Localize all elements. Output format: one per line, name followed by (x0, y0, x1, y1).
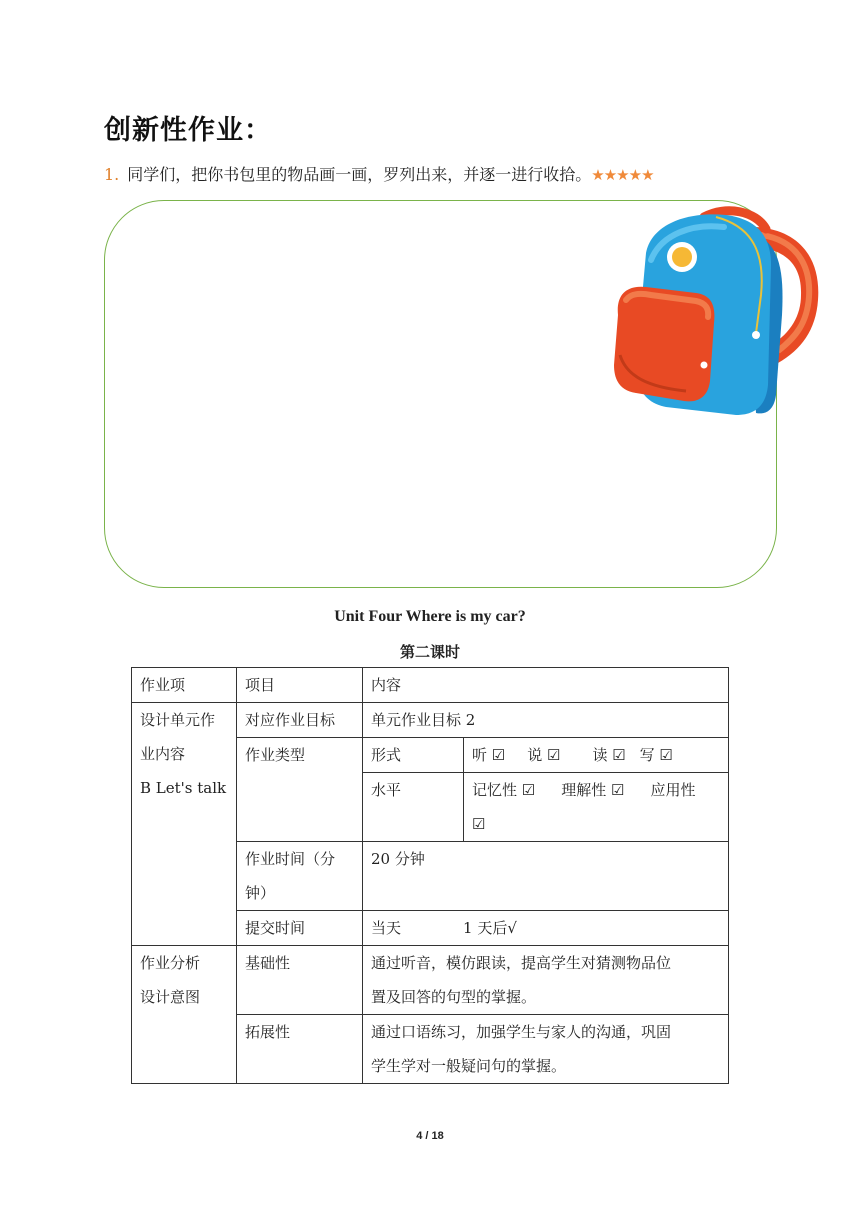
check-understand: 理解性 ☑ (561, 781, 625, 799)
table-cell: 20 分钟 (363, 842, 729, 911)
header-cell: 内容 (363, 668, 729, 703)
table-row (132, 668, 729, 703)
cell-line: 设计单元作 (140, 711, 216, 729)
unit-title: Unit Four Where is my car? (334, 608, 526, 625)
cell-line: 作业时间（分 (245, 850, 336, 868)
header-cell: 项目 (237, 668, 363, 703)
table-cell: 提交时间 (237, 911, 363, 946)
table-cell: 单元作业目标 2 (363, 703, 729, 738)
check-speak: 说 ☑ (527, 746, 561, 764)
design-content-cell (132, 703, 237, 946)
cell-line: B Let's talk (140, 779, 227, 797)
submit-today: 当天 (371, 919, 402, 937)
cell-line: 业内容 (140, 745, 186, 763)
check-apply-mark: ☑ (472, 815, 486, 833)
table-cell: 对应作业目标 (237, 703, 363, 738)
question-1 (104, 162, 654, 185)
cell-line: 置及回答的句型的掌握。 (371, 988, 537, 1006)
question-text: 同学们，把你书包里的物品画一画，罗列出来，并逐一进行收拾。 (127, 165, 592, 184)
cell-line: 作业分析 (140, 954, 201, 972)
check-apply: 应用性 (650, 781, 696, 799)
submit-later: 1 天后√ (463, 919, 517, 937)
table-cell: 作业类型 (237, 738, 363, 842)
level-checks-cell (464, 773, 729, 842)
cell-line: 学生学对一般疑问句的掌握。 (371, 1057, 567, 1075)
check-listen: 听 ☑ (472, 746, 506, 764)
star-rating: ★★★★★ (591, 166, 654, 184)
cell-line: 通过口语练习，加强学生与家人的沟通，巩固 (371, 1023, 672, 1041)
question-number: 1. (104, 165, 120, 184)
table-cell (363, 911, 729, 946)
table-cell: 水平 (363, 773, 464, 842)
table-row (132, 946, 729, 1015)
table-cell: 拓展性 (237, 1015, 363, 1084)
homework-plan-table (131, 667, 729, 1084)
table-cell (237, 842, 363, 911)
check-memory: 记忆性 ☑ (472, 781, 536, 799)
table-cell: 基础性 (237, 946, 363, 1015)
cell-line: 设计意图 (140, 988, 201, 1006)
backpack-icon (606, 205, 826, 419)
form-checks-cell (464, 738, 729, 773)
analysis-cell (132, 946, 237, 1084)
lesson-title: 第二课时 (399, 643, 460, 661)
section-heading: 创新性作业： (104, 115, 272, 146)
cell-line: 通过听音，模仿跟读，提高学生对猜测物品位 (371, 954, 672, 972)
table-cell (363, 946, 729, 1015)
header-cell: 作业项 (132, 668, 237, 703)
table-cell (363, 1015, 729, 1084)
check-read: 读 ☑ (592, 746, 626, 764)
cell-line: 钟） (245, 884, 276, 902)
table-cell: 形式 (363, 738, 464, 773)
table-row (132, 703, 729, 738)
page-number: 4 / 18 (416, 1130, 444, 1142)
check-write: 写 ☑ (639, 746, 673, 764)
